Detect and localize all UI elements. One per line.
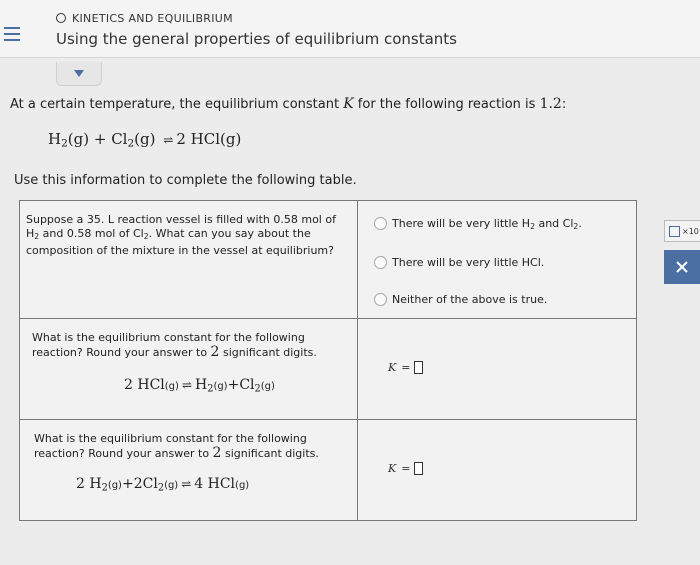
option-neither[interactable]: Neither of the above is true. <box>374 293 547 306</box>
reaction-3: 2 $H_2(g)+2Cl_2(g)$ ⇌ 4 HCl(g) <box>76 476 250 494</box>
clear-button[interactable] <box>664 250 700 284</box>
k-input-field[interactable] <box>414 462 423 475</box>
k-answer-row: K = <box>388 462 423 475</box>
question-cell <box>20 319 358 420</box>
input-box-icon <box>669 226 680 237</box>
question-cell <box>20 420 358 521</box>
equilibrium-arrow-icon: ⇌ <box>181 477 192 491</box>
answer-cell <box>358 420 637 521</box>
k-symbol: K <box>343 96 354 112</box>
topic-text: KINETICS AND EQUILIBRIUM <box>72 12 233 25</box>
instruction-text: Use this information to complete the following table. <box>14 173 357 188</box>
table-row <box>20 201 637 319</box>
option-little-hcl[interactable]: There will be very little HCl. <box>374 256 544 269</box>
question-2: What is the equilibrium constant for the following reaction? Round your answer to 2 significant digits. <box>32 331 317 360</box>
progress-circle-icon <box>56 13 66 23</box>
table-row <box>20 319 637 420</box>
reaction-2: 2 HCl(g) ⇌ $H_2(g)+Cl_2(g)$ <box>124 377 275 395</box>
answer-cell <box>358 201 637 319</box>
question-cell <box>20 201 358 319</box>
k-value: 1.2 <box>539 96 562 112</box>
option-little-reactants[interactable]: There will be very little $H_2$ and $Cl_2$. <box>374 217 582 231</box>
header <box>0 0 700 58</box>
scientific-notation-button[interactable]: ×10 <box>664 220 700 242</box>
prompt-mid: for the following reaction is <box>353 97 540 112</box>
answer-table <box>19 200 637 521</box>
menu-icon[interactable] <box>4 27 20 45</box>
page-title: Using the general properties of equilibrium constants <box>56 30 457 48</box>
question-1: Suppose a 35. L reaction vessel is filled with 0.58 mol of $H_2$ and 0.58 mol of $Cl_2$. What can you say about the composition of the mixture in the vessel at equilibrium? <box>26 213 336 257</box>
k-input-field[interactable] <box>414 361 423 374</box>
equilibrium-arrow-icon: ⇌ <box>163 133 174 147</box>
radio-button[interactable] <box>374 217 387 230</box>
radio-button[interactable] <box>374 256 387 269</box>
topic-label <box>56 12 233 25</box>
collapse-button[interactable] <box>56 62 102 86</box>
equilibrium-arrow-icon: ⇌ <box>181 378 192 392</box>
answer-cell <box>358 319 637 420</box>
prompt-end: : <box>561 97 567 112</box>
problem-statement <box>10 96 566 112</box>
radio-button[interactable] <box>374 293 387 306</box>
k-answer-row: K = <box>388 361 423 374</box>
main-reaction: $H_2(g) + Cl_2(g)$ ⇌ 2 HCl(g) <box>48 130 242 150</box>
chevron-down-icon <box>74 70 84 78</box>
question-3: What is the equilibrium constant for the following reaction? Round your answer to 2 significant digits. <box>34 432 319 461</box>
table-row <box>20 420 637 521</box>
close-icon <box>676 261 688 273</box>
prompt-intro: At a certain temperature, the equilibrium constant <box>10 97 344 112</box>
